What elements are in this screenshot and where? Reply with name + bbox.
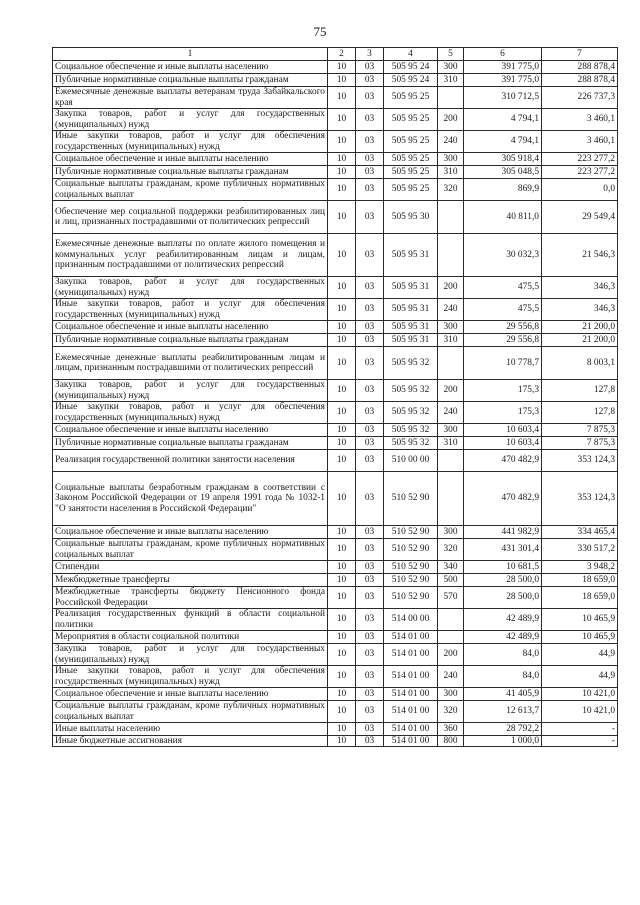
row-target-article-cell: 505 95 30 (384, 201, 438, 234)
row-name-cell: Иные закупки товаров, работ и услуг для обеспечения государственных (муниципальных) нужд (53, 666, 328, 688)
row-expense-type-cell: 310 (438, 334, 464, 347)
header-cell-actual-amount: 7 (542, 48, 618, 61)
row-plan-amount-cell: 441 982,9 (464, 526, 542, 539)
row-subsection-cell: 03 (356, 736, 384, 747)
row-expense-type-cell: 320 (438, 179, 464, 201)
row-target-article-cell: 514 01 00 (384, 644, 438, 666)
row-plan-amount-cell: 10 603,4 (464, 424, 542, 437)
row-section-cell: 10 (328, 153, 356, 166)
row-name-cell: Социальное обеспечение и иные выплаты населению (53, 424, 328, 437)
row-section-cell: 10 (328, 631, 356, 644)
row-target-article-cell: 505 95 32 (384, 437, 438, 450)
row-subsection-cell: 03 (356, 74, 384, 87)
row-target-article-cell: 505 95 25 (384, 109, 438, 131)
row-plan-amount-cell: 12 613,7 (464, 701, 542, 723)
row-name-cell: Реализация государственной политики занятости населения (53, 450, 328, 472)
table-row (53, 472, 618, 526)
row-section-cell: 10 (328, 644, 356, 666)
row-subsection-cell: 03 (356, 109, 384, 131)
row-target-article-cell: 505 95 31 (384, 334, 438, 347)
table-row (53, 334, 618, 347)
row-section-cell: 10 (328, 109, 356, 131)
row-subsection-cell: 03 (356, 723, 384, 736)
row-name-cell: Иные закупки товаров, работ и услуг для обеспечения государственных (муниципальных) нужд (53, 299, 328, 321)
row-section-cell: 10 (328, 450, 356, 472)
row-plan-amount-cell: 305 918,4 (464, 153, 542, 166)
row-name-cell: Социальное обеспечение и иные выплаты населению (53, 688, 328, 701)
row-plan-amount-cell: 84,0 (464, 666, 542, 688)
row-subsection-cell: 03 (356, 334, 384, 347)
row-subsection-cell: 03 (356, 561, 384, 574)
row-target-article-cell: 505 95 31 (384, 321, 438, 334)
row-expense-type-cell: 800 (438, 736, 464, 747)
row-name-cell: Мероприятия в области социальной политики (53, 631, 328, 644)
row-plan-amount-cell: 391 775,0 (464, 61, 542, 74)
row-actual-amount-cell: - (542, 723, 618, 736)
row-section-cell: 10 (328, 347, 356, 380)
row-actual-amount-cell: 223 277,2 (542, 166, 618, 179)
row-plan-amount-cell: 475,5 (464, 277, 542, 299)
row-name-cell: Ежемесячные денежные выплаты ветеранам труда Забайкальского края (53, 87, 328, 109)
table-body (53, 61, 618, 747)
row-expense-type-cell: 310 (438, 437, 464, 450)
table-row (53, 561, 618, 574)
row-plan-amount-cell: 431 301,4 (464, 539, 542, 561)
header-cell-name: 1 (53, 48, 328, 61)
row-target-article-cell: 505 95 25 (384, 131, 438, 153)
table-row (53, 736, 618, 747)
row-expense-type-cell (438, 631, 464, 644)
row-target-article-cell: 505 95 32 (384, 424, 438, 437)
row-expense-type-cell: 240 (438, 131, 464, 153)
row-actual-amount-cell: 21 200,0 (542, 321, 618, 334)
row-expense-type-cell: 240 (438, 402, 464, 424)
table-row (53, 526, 618, 539)
table-row (53, 61, 618, 74)
row-plan-amount-cell: 310 712,5 (464, 87, 542, 109)
row-plan-amount-cell: 10 778,7 (464, 347, 542, 380)
row-subsection-cell: 03 (356, 61, 384, 74)
row-name-cell: Публичные нормативные социальные выплаты гражданам (53, 437, 328, 450)
row-target-article-cell: 505 95 25 (384, 87, 438, 109)
row-section-cell: 10 (328, 437, 356, 450)
header-cell-plan-amount: 6 (464, 48, 542, 61)
row-section-cell: 10 (328, 701, 356, 723)
row-name-cell: Публичные нормативные социальные выплаты гражданам (53, 334, 328, 347)
budget-table (52, 47, 618, 747)
table-row (53, 424, 618, 437)
row-subsection-cell: 03 (356, 380, 384, 402)
row-actual-amount-cell: 3 460,1 (542, 131, 618, 153)
row-target-article-cell: 505 95 32 (384, 347, 438, 380)
row-actual-amount-cell: 7 875,3 (542, 437, 618, 450)
table-row (53, 688, 618, 701)
row-plan-amount-cell: 42 489,9 (464, 631, 542, 644)
row-target-article-cell: 514 00 00 (384, 609, 438, 631)
row-expense-type-cell: 300 (438, 424, 464, 437)
row-target-article-cell: 510 52 90 (384, 539, 438, 561)
table-row (53, 299, 618, 321)
row-plan-amount-cell: 10 603,4 (464, 437, 542, 450)
row-plan-amount-cell: 4 794,1 (464, 109, 542, 131)
row-section-cell: 10 (328, 166, 356, 179)
row-actual-amount-cell: 0,0 (542, 179, 618, 201)
row-subsection-cell: 03 (356, 321, 384, 334)
row-section-cell: 10 (328, 402, 356, 424)
row-actual-amount-cell: 21 200,0 (542, 334, 618, 347)
row-name-cell: Публичные нормативные социальные выплаты гражданам (53, 166, 328, 179)
row-section-cell: 10 (328, 736, 356, 747)
row-target-article-cell: 505 95 31 (384, 234, 438, 277)
row-target-article-cell: 510 00 00 (384, 450, 438, 472)
row-name-cell: Закупка товаров, работ и услуг для государственных (муниципальных) нужд (53, 109, 328, 131)
row-name-cell: Закупка товаров, работ и услуг для государственных (муниципальных) нужд (53, 644, 328, 666)
row-plan-amount-cell: 175,3 (464, 402, 542, 424)
row-name-cell: Обеспечение мер социальной поддержки реабилитированных лиц и лиц, признанных пострадавшими от политических репрессий (53, 201, 328, 234)
page-number: 75 (313, 24, 327, 39)
row-target-article-cell: 514 01 00 (384, 631, 438, 644)
row-actual-amount-cell: 10 421,0 (542, 688, 618, 701)
row-target-article-cell: 505 95 31 (384, 277, 438, 299)
row-section-cell: 10 (328, 574, 356, 587)
row-section-cell: 10 (328, 334, 356, 347)
row-name-cell: Иные закупки товаров, работ и услуг для обеспечения государственных (муниципальных) нужд (53, 131, 328, 153)
row-actual-amount-cell: 127,8 (542, 380, 618, 402)
row-section-cell: 10 (328, 539, 356, 561)
table-row (53, 644, 618, 666)
row-target-article-cell: 505 95 31 (384, 299, 438, 321)
row-subsection-cell: 03 (356, 153, 384, 166)
row-plan-amount-cell: 475,5 (464, 299, 542, 321)
row-expense-type-cell: 310 (438, 166, 464, 179)
row-actual-amount-cell: 288 878,4 (542, 61, 618, 74)
row-name-cell: Социальное обеспечение и иные выплаты населению (53, 526, 328, 539)
row-target-article-cell: 505 95 25 (384, 179, 438, 201)
row-subsection-cell: 03 (356, 87, 384, 109)
row-name-cell: Социальные выплаты безработным гражданам в соответствии с Законом Российской Федерации от 19 апреля 1991 года № 1032-1 "О занятости населения в Российской Федерации" (53, 472, 328, 526)
row-target-article-cell: 505 95 32 (384, 380, 438, 402)
row-section-cell: 10 (328, 688, 356, 701)
row-expense-type-cell: 300 (438, 61, 464, 74)
table-row (53, 539, 618, 561)
table-row (53, 201, 618, 234)
table-row (53, 131, 618, 153)
row-name-cell: Социальные выплаты гражданам, кроме публичных нормативных социальных выплат (53, 539, 328, 561)
row-expense-type-cell (438, 347, 464, 380)
row-expense-type-cell: 300 (438, 526, 464, 539)
row-expense-type-cell (438, 201, 464, 234)
row-actual-amount-cell: 226 737,3 (542, 87, 618, 109)
row-plan-amount-cell: 470 482,9 (464, 472, 542, 526)
row-section-cell: 10 (328, 321, 356, 334)
row-subsection-cell: 03 (356, 472, 384, 526)
row-subsection-cell: 03 (356, 437, 384, 450)
row-actual-amount-cell: 44,9 (542, 666, 618, 688)
row-expense-type-cell: 500 (438, 574, 464, 587)
row-actual-amount-cell: 353 124,3 (542, 472, 618, 526)
row-actual-amount-cell: 10 421,0 (542, 701, 618, 723)
row-expense-type-cell: 570 (438, 587, 464, 609)
table-row (53, 450, 618, 472)
row-name-cell: Ежемесячные денежные выплаты реабилитированным лицам и лицам, признанным пострадавшими от политических репрессий (53, 347, 328, 380)
row-name-cell: Закупка товаров, работ и услуг для государственных (муниципальных) нужд (53, 277, 328, 299)
row-subsection-cell: 03 (356, 526, 384, 539)
row-target-article-cell: 505 95 25 (384, 153, 438, 166)
row-name-cell: Социальное обеспечение и иные выплаты населению (53, 321, 328, 334)
row-subsection-cell: 03 (356, 539, 384, 561)
row-target-article-cell: 505 95 24 (384, 61, 438, 74)
row-name-cell: Ежемесячные денежные выплаты по оплате жилого помещения и коммунальных услуг реабилитированным лицам и лицам, признанным пострадавшими от политических репрессий (53, 234, 328, 277)
row-section-cell: 10 (328, 380, 356, 402)
row-name-cell: Публичные нормативные социальные выплаты гражданам (53, 74, 328, 87)
row-plan-amount-cell: 1 000,0 (464, 736, 542, 747)
row-subsection-cell: 03 (356, 166, 384, 179)
row-actual-amount-cell: 346,3 (542, 277, 618, 299)
row-actual-amount-cell: 288 878,4 (542, 74, 618, 87)
row-name-cell: Иные выплаты населению (53, 723, 328, 736)
table-row (53, 609, 618, 631)
row-plan-amount-cell: 30 032,3 (464, 234, 542, 277)
row-plan-amount-cell: 28 500,0 (464, 587, 542, 609)
row-plan-amount-cell: 175,3 (464, 380, 542, 402)
row-target-article-cell: 510 52 90 (384, 587, 438, 609)
row-actual-amount-cell: 7 875,3 (542, 424, 618, 437)
table-row (53, 437, 618, 450)
row-subsection-cell: 03 (356, 666, 384, 688)
row-section-cell: 10 (328, 87, 356, 109)
row-target-article-cell: 514 01 00 (384, 688, 438, 701)
row-target-article-cell: 514 01 00 (384, 736, 438, 747)
row-section-cell: 10 (328, 526, 356, 539)
table-row (53, 153, 618, 166)
header-cell-subsection: 3 (356, 48, 384, 61)
table-row (53, 347, 618, 380)
row-expense-type-cell: 200 (438, 277, 464, 299)
row-subsection-cell: 03 (356, 688, 384, 701)
row-section-cell: 10 (328, 424, 356, 437)
row-actual-amount-cell: 29 549,4 (542, 201, 618, 234)
table-row (53, 380, 618, 402)
row-subsection-cell: 03 (356, 277, 384, 299)
row-expense-type-cell: 310 (438, 74, 464, 87)
row-section-cell: 10 (328, 179, 356, 201)
row-expense-type-cell: 320 (438, 539, 464, 561)
row-expense-type-cell (438, 609, 464, 631)
row-actual-amount-cell: 18 659,0 (542, 587, 618, 609)
row-actual-amount-cell: 3 948,2 (542, 561, 618, 574)
table-row (53, 166, 618, 179)
row-actual-amount-cell: 18 659,0 (542, 574, 618, 587)
row-subsection-cell: 03 (356, 179, 384, 201)
row-plan-amount-cell: 28 500,0 (464, 574, 542, 587)
row-plan-amount-cell: 10 681,5 (464, 561, 542, 574)
row-expense-type-cell: 300 (438, 321, 464, 334)
row-section-cell: 10 (328, 234, 356, 277)
row-name-cell: Социальное обеспечение и иные выплаты населению (53, 61, 328, 74)
row-subsection-cell: 03 (356, 587, 384, 609)
row-target-article-cell: 514 01 00 (384, 723, 438, 736)
row-subsection-cell: 03 (356, 701, 384, 723)
row-section-cell: 10 (328, 609, 356, 631)
row-expense-type-cell: 300 (438, 153, 464, 166)
header-cell-expense-type: 5 (438, 48, 464, 61)
row-target-article-cell: 514 01 00 (384, 701, 438, 723)
row-expense-type-cell: 320 (438, 701, 464, 723)
row-target-article-cell: 514 01 00 (384, 666, 438, 688)
row-section-cell: 10 (328, 74, 356, 87)
row-name-cell: Межбюджетные трансферты (53, 574, 328, 587)
row-subsection-cell: 03 (356, 450, 384, 472)
row-expense-type-cell: 300 (438, 688, 464, 701)
row-expense-type-cell (438, 450, 464, 472)
row-actual-amount-cell: 10 465,9 (542, 631, 618, 644)
row-name-cell: Социальное обеспечение и иные выплаты населению (53, 153, 328, 166)
row-plan-amount-cell: 40 811,0 (464, 201, 542, 234)
row-section-cell: 10 (328, 561, 356, 574)
row-actual-amount-cell: 330 517,2 (542, 539, 618, 561)
row-section-cell: 10 (328, 472, 356, 526)
row-actual-amount-cell: 8 003,1 (542, 347, 618, 380)
row-section-cell: 10 (328, 61, 356, 74)
row-plan-amount-cell: 84,0 (464, 644, 542, 666)
row-name-cell: Стипендии (53, 561, 328, 574)
row-name-cell: Межбюджетные трансферты бюджету Пенсионного фонда Российской Федерации (53, 587, 328, 609)
table-row (53, 74, 618, 87)
row-target-article-cell: 510 52 90 (384, 561, 438, 574)
row-subsection-cell: 03 (356, 131, 384, 153)
row-subsection-cell: 03 (356, 631, 384, 644)
row-subsection-cell: 03 (356, 644, 384, 666)
row-expense-type-cell (438, 472, 464, 526)
row-plan-amount-cell: 29 556,8 (464, 334, 542, 347)
row-section-cell: 10 (328, 587, 356, 609)
row-subsection-cell: 03 (356, 609, 384, 631)
header-cell-section: 2 (328, 48, 356, 61)
row-plan-amount-cell: 42 489,9 (464, 609, 542, 631)
table-row (53, 109, 618, 131)
row-plan-amount-cell: 28 792,2 (464, 723, 542, 736)
row-name-cell: Социальные выплаты гражданам, кроме публичных нормативных социальных выплат (53, 701, 328, 723)
row-section-cell: 10 (328, 131, 356, 153)
row-section-cell: 10 (328, 666, 356, 688)
row-actual-amount-cell: 334 465,4 (542, 526, 618, 539)
row-subsection-cell: 03 (356, 424, 384, 437)
table-row (53, 666, 618, 688)
table-row (53, 723, 618, 736)
row-plan-amount-cell: 4 794,1 (464, 131, 542, 153)
row-actual-amount-cell: 127,8 (542, 402, 618, 424)
row-target-article-cell: 510 52 90 (384, 472, 438, 526)
row-actual-amount-cell: 223 277,2 (542, 153, 618, 166)
table-row (53, 402, 618, 424)
table-row (53, 631, 618, 644)
row-plan-amount-cell: 391 775,0 (464, 74, 542, 87)
row-expense-type-cell: 200 (438, 109, 464, 131)
table-row (53, 321, 618, 334)
row-plan-amount-cell: 470 482,9 (464, 450, 542, 472)
table-row (53, 179, 618, 201)
row-subsection-cell: 03 (356, 402, 384, 424)
row-actual-amount-cell: 346,3 (542, 299, 618, 321)
table-row (53, 574, 618, 587)
header-row (53, 48, 618, 61)
row-expense-type-cell: 240 (438, 299, 464, 321)
row-expense-type-cell: 200 (438, 644, 464, 666)
table-row (53, 587, 618, 609)
header-cell-target-article: 4 (384, 48, 438, 61)
row-expense-type-cell (438, 87, 464, 109)
row-actual-amount-cell: - (542, 736, 618, 747)
row-actual-amount-cell: 44,9 (542, 644, 618, 666)
table-row (53, 87, 618, 109)
row-name-cell: Закупка товаров, работ и услуг для государственных (муниципальных) нужд (53, 380, 328, 402)
row-expense-type-cell: 200 (438, 380, 464, 402)
row-expense-type-cell: 340 (438, 561, 464, 574)
row-subsection-cell: 03 (356, 299, 384, 321)
row-name-cell: Иные закупки товаров, работ и услуг для обеспечения государственных (муниципальных) нужд (53, 402, 328, 424)
row-actual-amount-cell: 353 124,3 (542, 450, 618, 472)
row-target-article-cell: 510 52 90 (384, 574, 438, 587)
table-row (53, 234, 618, 277)
row-actual-amount-cell: 21 546,3 (542, 234, 618, 277)
row-subsection-cell: 03 (356, 234, 384, 277)
row-target-article-cell: 505 95 25 (384, 166, 438, 179)
row-section-cell: 10 (328, 201, 356, 234)
row-section-cell: 10 (328, 277, 356, 299)
row-target-article-cell: 510 52 90 (384, 526, 438, 539)
row-subsection-cell: 03 (356, 574, 384, 587)
row-plan-amount-cell: 29 556,8 (464, 321, 542, 334)
row-name-cell: Реализация государственных функций в области социальной политики (53, 609, 328, 631)
row-actual-amount-cell: 10 465,9 (542, 609, 618, 631)
row-expense-type-cell: 360 (438, 723, 464, 736)
row-plan-amount-cell: 41 405,9 (464, 688, 542, 701)
table-row (53, 277, 618, 299)
row-expense-type-cell: 240 (438, 666, 464, 688)
row-subsection-cell: 03 (356, 347, 384, 380)
row-target-article-cell: 505 95 32 (384, 402, 438, 424)
row-target-article-cell: 505 95 24 (384, 74, 438, 87)
row-name-cell: Социальные выплаты гражданам, кроме публичных нормативных социальных выплат (53, 179, 328, 201)
row-name-cell: Иные бюджетные ассигнования (53, 736, 328, 747)
row-plan-amount-cell: 305 048,5 (464, 166, 542, 179)
row-actual-amount-cell: 3 460,1 (542, 109, 618, 131)
table-row (53, 701, 618, 723)
row-subsection-cell: 03 (356, 201, 384, 234)
row-expense-type-cell (438, 234, 464, 277)
row-plan-amount-cell: 869,9 (464, 179, 542, 201)
row-section-cell: 10 (328, 299, 356, 321)
row-section-cell: 10 (328, 723, 356, 736)
